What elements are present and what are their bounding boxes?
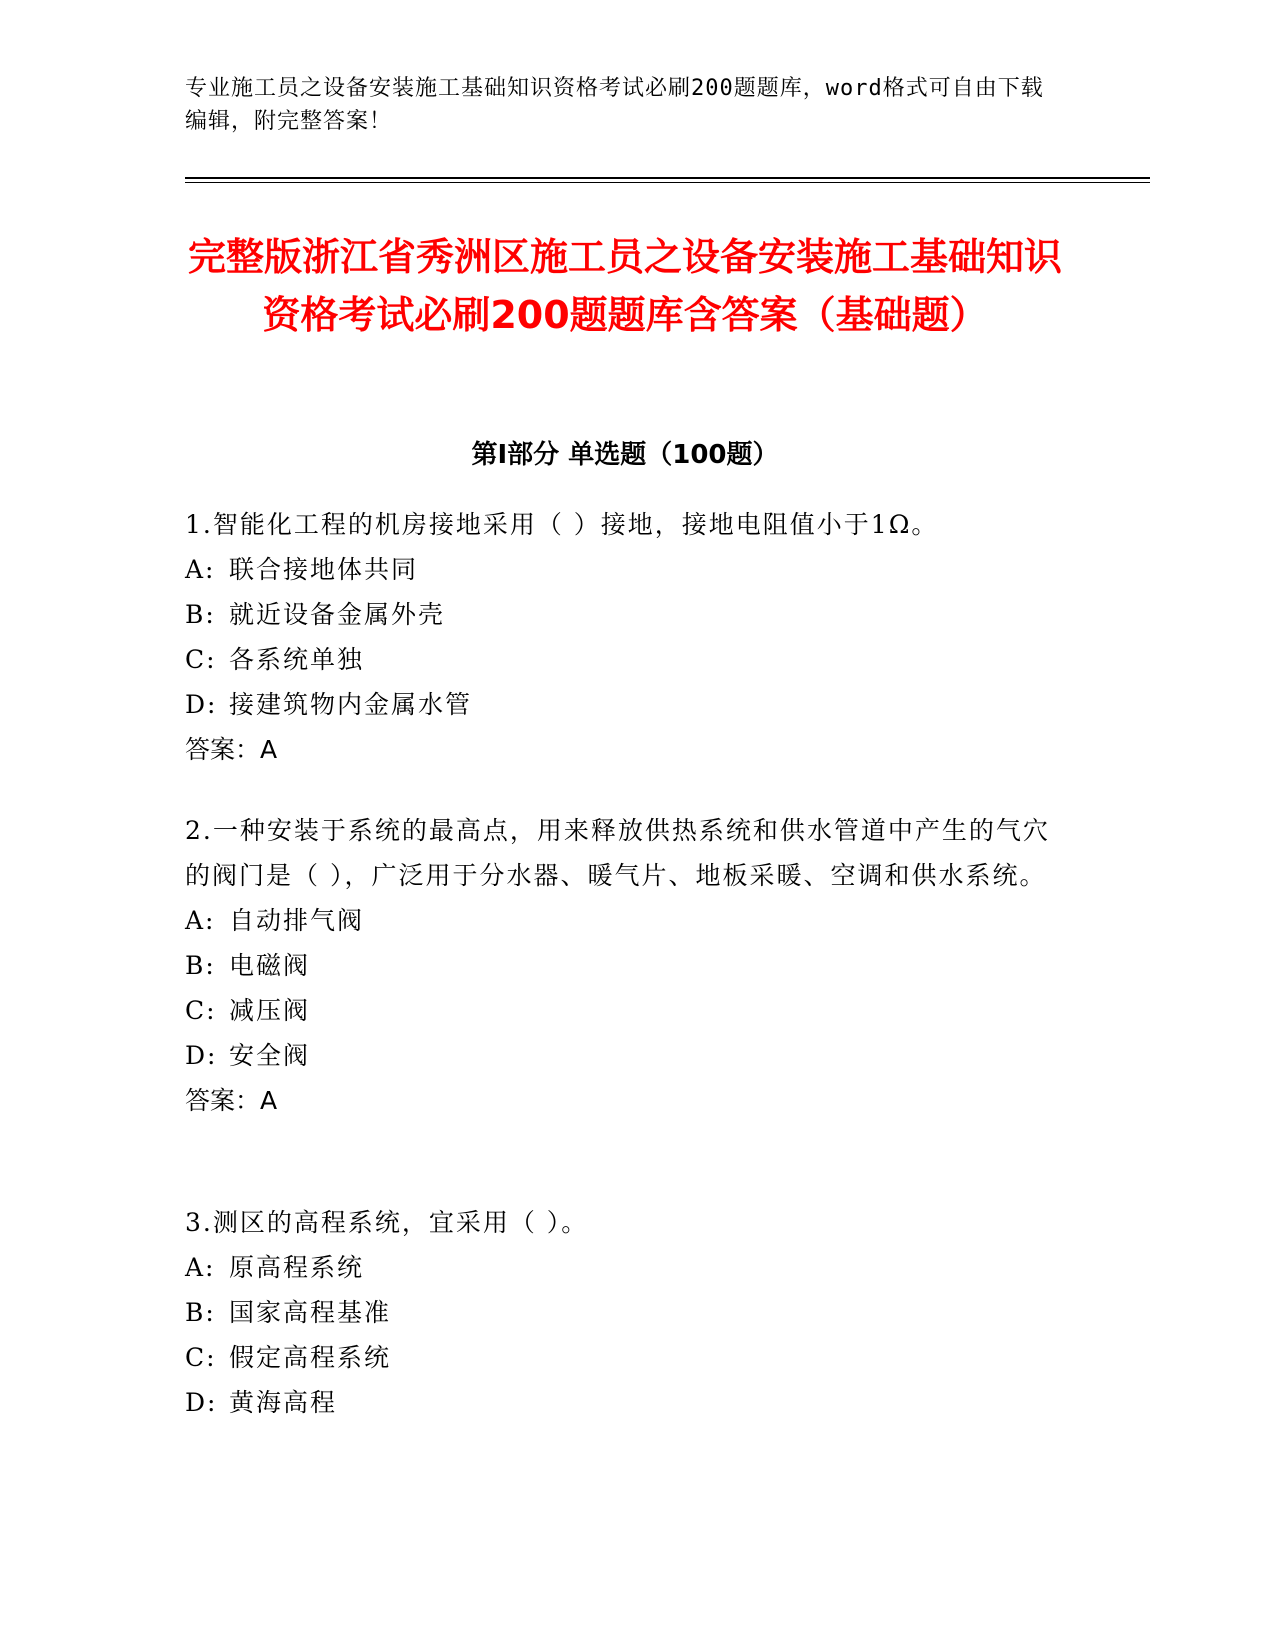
question-2 — [185, 808, 1065, 1123]
option-d — [185, 1033, 1065, 1078]
option-letter: C: — [185, 1343, 217, 1372]
option-letter: A: — [185, 555, 216, 584]
option-d — [185, 1380, 1065, 1425]
option-letter: B: — [185, 951, 216, 980]
option-text: 原高程系统 — [229, 1253, 365, 1282]
option-text: 安全阀 — [229, 1041, 311, 1070]
option-text: 黄海高程 — [229, 1388, 338, 1417]
option-text: 各系统单独 — [229, 645, 365, 674]
question-stem: 1.智能化工程的机房接地采用（ ）接地，接地电阻值小于1Ω。 — [185, 510, 939, 539]
option-letter: C: — [185, 645, 217, 674]
option-letter: C: — [185, 996, 217, 1025]
option-c — [185, 637, 1065, 682]
question-stem: 2.一种安装于系统的最高点，用来释放供热系统和供水管道中产生的气穴的阀门是（ ），广泛用于分水器、暖气片、地板采暖、空调和供水系统。 — [185, 816, 1050, 890]
option-text: 电磁阀 — [229, 951, 311, 980]
header-divider-thin — [185, 182, 1150, 183]
option-b — [185, 592, 1065, 637]
option-letter: B: — [185, 1298, 216, 1327]
option-d — [185, 682, 1065, 727]
option-text: 假定高程系统 — [229, 1343, 392, 1372]
document-title: 完整版浙江省秀洲区施工员之设备安装施工基础知识资格考试必刷200题题库含答案（基础题） — [187, 235, 1062, 337]
option-b — [185, 943, 1065, 988]
question-1 — [185, 502, 1065, 772]
header-note: 专业施工员之设备安装施工基础知识资格考试必刷200题题库，word格式可自由下载编辑，附完整答案！ — [185, 76, 1044, 134]
option-letter: D: — [185, 690, 218, 719]
option-letter: D: — [185, 1041, 218, 1070]
option-c — [185, 1335, 1065, 1380]
option-b — [185, 1290, 1065, 1335]
option-letter: D: — [185, 1388, 218, 1417]
option-text: 自动排气阀 — [229, 906, 365, 935]
option-c — [185, 988, 1065, 1033]
option-a — [185, 547, 1065, 592]
section-heading: 第I部分 单选题（100题） — [471, 440, 779, 470]
option-text: 接建筑物内金属水管 — [229, 690, 473, 719]
option-a — [185, 898, 1065, 943]
option-a — [185, 1245, 1065, 1290]
header-divider-thick — [185, 177, 1150, 179]
answer-line: 答案：A — [185, 735, 278, 764]
option-letter: A: — [185, 1253, 216, 1282]
question-3 — [185, 1200, 1065, 1425]
option-text: 就近设备金属外壳 — [229, 600, 446, 629]
question-stem: 3.测区的高程系统，宜采用（ ）。 — [185, 1208, 589, 1237]
option-text: 减压阀 — [229, 996, 311, 1025]
option-letter: A: — [185, 906, 216, 935]
option-text: 联合接地体共同 — [229, 555, 419, 584]
answer-line: 答案：A — [185, 1086, 278, 1115]
option-letter: B: — [185, 600, 216, 629]
option-text: 国家高程基准 — [229, 1298, 392, 1327]
